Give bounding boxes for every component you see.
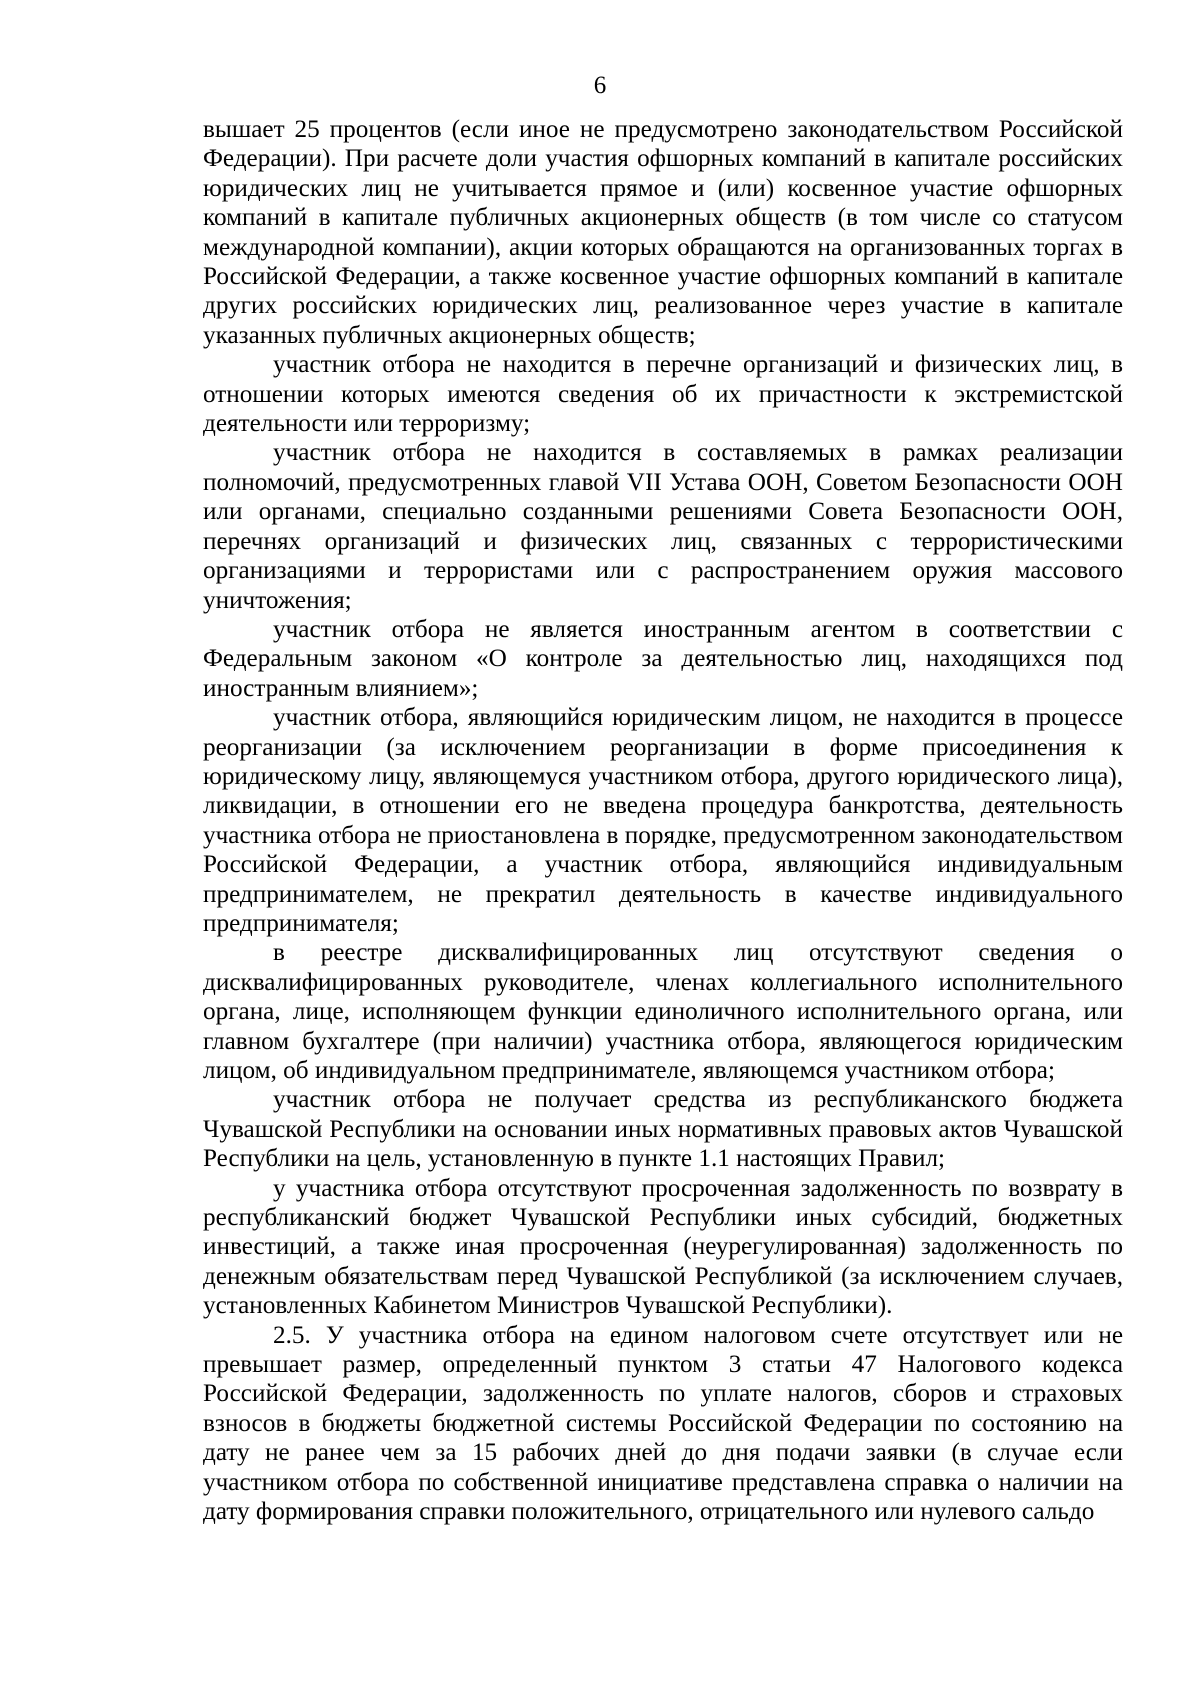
paragraph-foreign-agent: участник отбора не является иностранным агентом в соответствии с Федеральным законом «О контроле за деятельностью лиц, находящихся под иностранным влиянием»;: [203, 615, 1123, 702]
paragraph-section-2-5: 2.5. У участника отбора на едином налоговом счете отсутствует или не превышает размер, определенный пунктом 3 статьи 47 Налогового кодекса Российской Федерации, задолженность по уплате налогов, сборов и страховых взносов в бюджеты бюджетной системы Российской Федерации по состоянию на дату не ранее чем за 15 рабочих дней до дня подачи заявки (в случае если участником отбора по собственной инициативе представлена справка о наличии на дату формирования справки положительного, отрицательного или нулевого сальдо: [203, 1321, 1123, 1526]
paragraph-extremism-list: участник отбора не находится в перечне организаций и физических лиц, в отношении которых имеются сведения об их причастности к экстремистской деятельности или терроризму;: [203, 351, 1123, 438]
paragraph-reorganization: участник отбора, являющийся юридическим лицом, не находится в процессе реорганизации (за исключением реорганизации в форме присоединения к юридическому лицу, являющемуся участником отбора, другого юридического лица), ликвидации, в отношении его не введена процедура банкротства, деятельность участника отбора не приостановлена в порядке, предусмотренном законодательством Российской Федерации, а участник отбора, являющийся индивидуальным предпринимателем, не прекратил деятельность в качестве индивидуального предпринимателя;: [203, 704, 1123, 937]
paragraph-un-sanctions-list: участник отбора не находится в составляемых в рамках реализации полномочий, предусмотренных главой VII Устава ООН, Советом Безопасности ООН или органами, специально созданными решениями Совета Безопасности ООН, перечнях организаций и физических лиц, связанных с террористическими организациями и террористами или с распространением оружия массового уничтожения;: [203, 439, 1123, 614]
paragraph-overdue-debt: у участника отбора отсутствуют просроченная задолженность по возврату в республиканский бюджет Чувашской Республики иных субсидий, бюджетных инвестиций, а также иная просроченная (неурегулированная) задолженность по денежным обязательствам перед Чувашской Республикой (за исключением случаев, установленных Кабинетом Министров Чувашской Республики).: [203, 1174, 1123, 1320]
page-number: 6: [593, 72, 607, 99]
paragraph-continuation: вышает 25 процентов (если иное не предусмотрено законодательством Российской Федерации). При расчете доли участия офшорных компаний в капитале российских юридических лиц не учитывается прямое и (или) косвенное участие офшорных компаний в капитале публичных акционерных обществ (в том числе со статусом международной компании), акции которых обращаются на организованных торгах в Российской Федерации, а также косвенное участие офшорных компаний в капитале других российских юридических лиц, реализованное через участие в капитале указанных публичных акционерных обществ;: [203, 116, 1123, 349]
document-body: [203, 115, 1123, 1527]
paragraph-disqualified-persons: в реестре дисквалифицированных лиц отсутствуют сведения о дисквалифицированных руководителе, членах коллегиального исполнительного органа, лице, исполняющем функции единоличного исполнительного органа, или главном бухгалтере (при наличии) участника отбора, являющегося юридическим лицом, об индивидуальном предпринимателе, являющемся участником отбора;: [203, 939, 1123, 1084]
paragraph-budget-funds: участник отбора не получает средства из республиканского бюджета Чувашской Республики на основании иных нормативных правовых актов Чувашской Республики на цель, установленную в пункте 1.1 настоящих Правил;: [203, 1086, 1123, 1173]
